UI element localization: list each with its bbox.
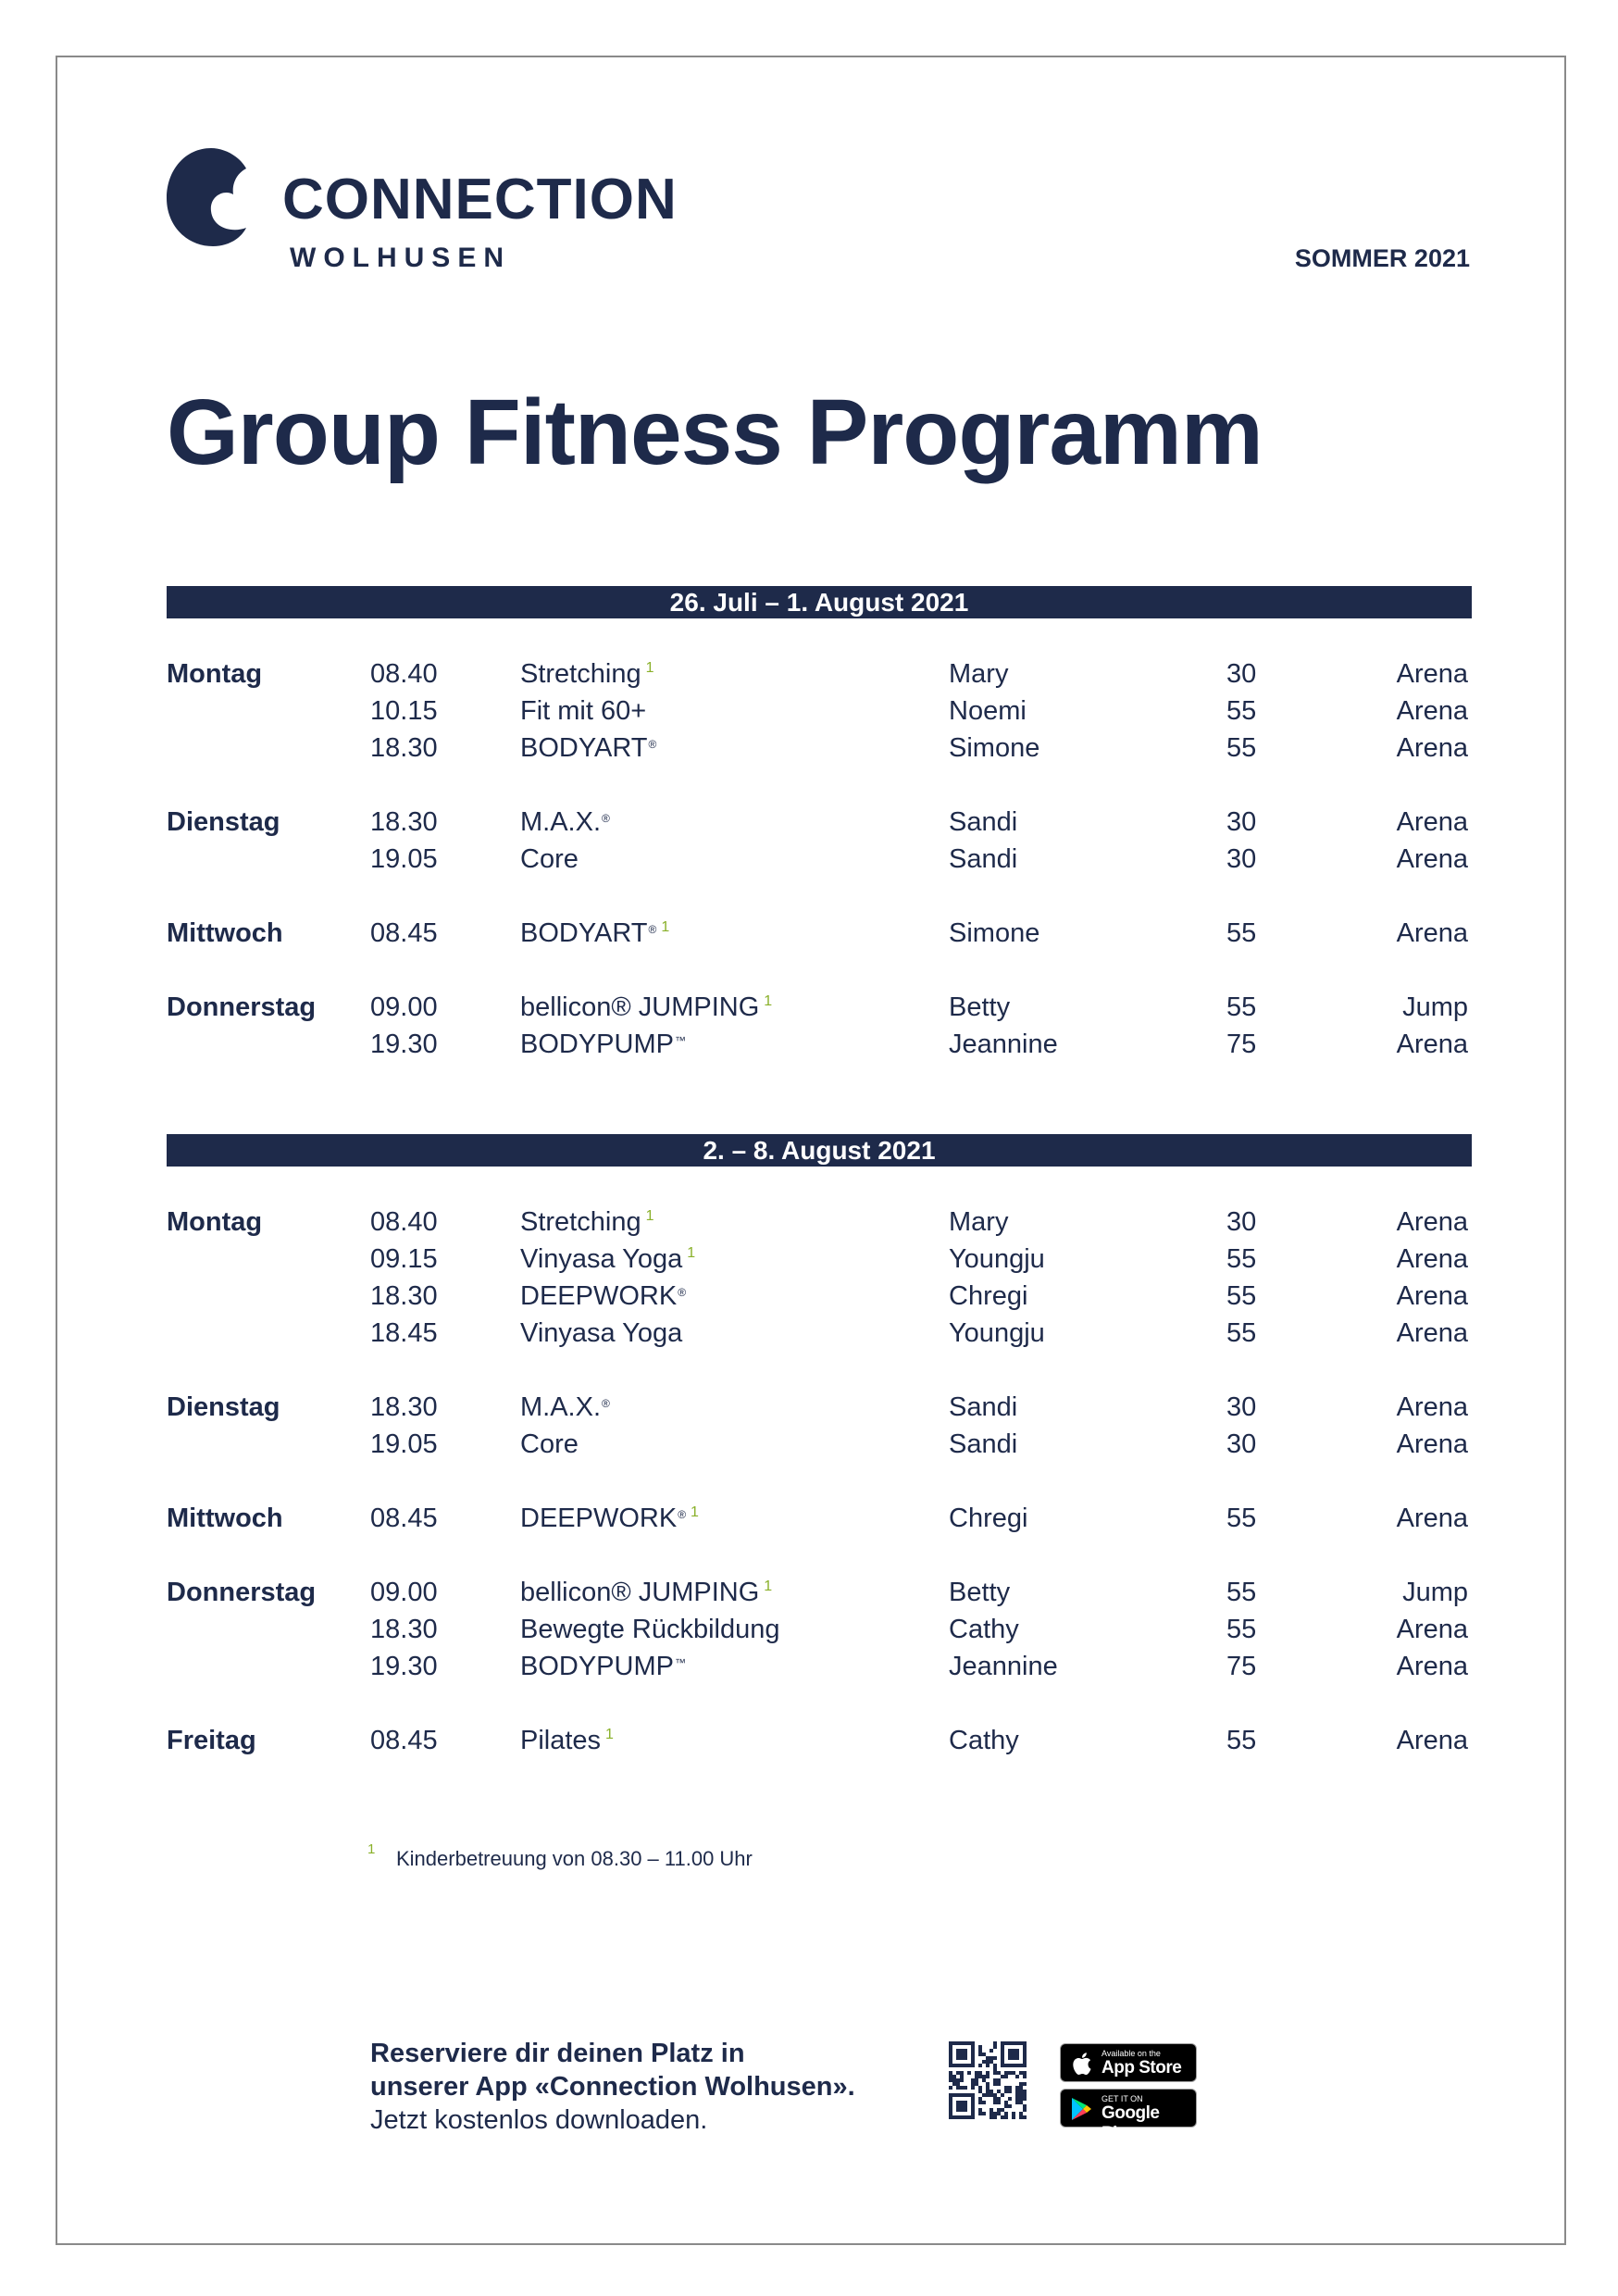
schedule-row	[167, 1204, 1472, 1241]
trademark-mark: ®	[678, 1286, 687, 1299]
footnote-ref: 1	[687, 1245, 696, 1261]
class-name: DEEPWORK	[520, 1281, 678, 1311]
class-name-cell	[520, 804, 610, 841]
trainer-name: Chregi	[949, 1504, 1028, 1533]
class-name-cell	[520, 1574, 772, 1611]
class-name-cell	[520, 989, 772, 1026]
class-name-cell	[520, 1500, 699, 1537]
class-time: 18.45	[370, 1318, 438, 1348]
room-name: Arena	[1396, 1726, 1468, 1755]
schedule-row	[167, 915, 1472, 952]
trainer-name: Sandi	[949, 807, 1018, 837]
trainer-name: Cathy	[949, 1615, 1019, 1644]
schedule-row	[167, 804, 1472, 841]
promo-line-2: unserer App «Connection Wolhusen».	[370, 2072, 855, 2102]
schedule-row	[167, 1241, 1472, 1278]
app-store-small-text: Available on the	[1101, 2049, 1161, 2058]
room-name: Arena	[1396, 918, 1468, 948]
class-name: Fit mit 60+	[520, 696, 647, 726]
class-time: 19.05	[370, 1429, 438, 1459]
trainer-name: Sandi	[949, 844, 1018, 874]
class-name: Vinyasa Yoga	[520, 1244, 683, 1274]
schedule-row	[167, 1500, 1472, 1537]
schedule-row	[167, 1278, 1472, 1315]
google-play-icon	[1070, 2096, 1092, 2122]
duration-minutes: 55	[1226, 696, 1257, 726]
trademark-mark: ®	[602, 812, 610, 825]
class-name-cell	[520, 1315, 682, 1352]
trainer-name: Noemi	[949, 696, 1027, 726]
room-name: Arena	[1396, 844, 1468, 874]
class-time: 19.05	[370, 844, 438, 874]
class-name: bellicon® JUMPING	[520, 992, 760, 1022]
duration-minutes: 55	[1226, 1726, 1257, 1755]
schedule-row	[167, 693, 1472, 730]
duration-minutes: 30	[1226, 1392, 1257, 1422]
room-name: Jump	[1402, 992, 1468, 1022]
connection-logo-icon	[167, 148, 250, 250]
duration-minutes: 30	[1226, 1207, 1257, 1237]
promo-line-1: Reserviere dir deinen Platz in	[370, 2039, 745, 2068]
room-name: Arena	[1396, 1029, 1468, 1059]
class-name: Stretching	[520, 659, 641, 689]
class-time: 18.30	[370, 1615, 438, 1644]
class-name: BODYPUMP	[520, 1029, 674, 1059]
class-name-cell	[520, 693, 646, 730]
promo-line-3: Jetzt kostenlos downloaden.	[370, 2105, 708, 2135]
trainer-name: Jeannine	[949, 1029, 1058, 1059]
schedule-row	[167, 1574, 1472, 1611]
class-name: Core	[520, 1429, 579, 1459]
class-name-cell	[520, 1648, 686, 1685]
google-play-label: Google Play	[1101, 2103, 1160, 2143]
day-label: Montag	[167, 1207, 263, 1237]
footnote-mark: 1	[367, 1841, 376, 1857]
duration-minutes: 55	[1226, 992, 1257, 1022]
schedule-row	[167, 1315, 1472, 1352]
room-name: Arena	[1396, 1244, 1468, 1274]
footnote-ref: 1	[645, 1208, 654, 1224]
day-label: Donnerstag	[167, 1578, 317, 1607]
trainer-name: Betty	[949, 1578, 1011, 1607]
schedule-row	[167, 655, 1472, 693]
room-name: Arena	[1396, 1615, 1468, 1644]
week-header: 26. Juli – 1. August 2021	[167, 586, 1472, 618]
class-name: Stretching	[520, 1207, 641, 1237]
class-time: 18.30	[370, 807, 438, 837]
class-time: 18.30	[370, 733, 438, 763]
google-play-badge[interactable]	[1060, 2089, 1197, 2143]
schedule-row	[167, 1389, 1472, 1426]
brand-name: CONNECTION	[282, 168, 678, 231]
trainer-name: Chregi	[949, 1281, 1028, 1311]
day-label: Donnerstag	[167, 992, 317, 1022]
room-name: Arena	[1396, 1281, 1468, 1311]
duration-minutes: 55	[1226, 1504, 1257, 1533]
duration-minutes: 55	[1226, 1615, 1257, 1644]
duration-minutes: 55	[1226, 1244, 1257, 1274]
schedule-row	[167, 1648, 1472, 1685]
duration-minutes: 55	[1226, 1318, 1257, 1348]
google-play-small-text: GET IT ON	[1101, 2094, 1143, 2103]
schedule-row	[167, 989, 1472, 1026]
footnote-ref: 1	[764, 993, 773, 1009]
class-name-cell	[520, 1426, 579, 1463]
room-name: Arena	[1396, 1429, 1468, 1459]
class-time: 08.40	[370, 1207, 438, 1237]
qr-code-icon	[949, 2041, 1027, 2119]
room-name: Arena	[1396, 1504, 1468, 1533]
footnote-ref: 1	[691, 1504, 699, 1520]
room-name: Arena	[1396, 1318, 1468, 1348]
trainer-name: Sandi	[949, 1392, 1018, 1422]
duration-minutes: 30	[1226, 807, 1257, 837]
app-store-badge[interactable]	[1060, 2043, 1197, 2082]
room-name: Arena	[1396, 1652, 1468, 1681]
class-name: M.A.X.	[520, 1392, 602, 1422]
class-name: Pilates	[520, 1726, 602, 1755]
trademark-mark: ®	[602, 1397, 610, 1410]
class-name: DEEPWORK	[520, 1504, 678, 1533]
class-name-cell	[520, 1278, 686, 1315]
class-name: Bewegte Rückbildung	[520, 1615, 780, 1644]
class-name: M.A.X.	[520, 807, 602, 837]
class-time: 08.40	[370, 659, 438, 689]
trainer-name: Simone	[949, 918, 1040, 948]
class-name-cell	[520, 655, 653, 693]
app-promo	[370, 2037, 855, 2137]
season-label: SOMMER 2021	[1294, 244, 1470, 272]
schedule-row	[167, 1611, 1472, 1648]
class-time: 10.15	[370, 696, 438, 726]
trainer-name: Youngju	[949, 1318, 1045, 1348]
class-name: BODYART	[520, 918, 648, 948]
class-time: 09.00	[370, 1578, 438, 1607]
class-name-cell	[520, 841, 579, 878]
trainer-name: Simone	[949, 733, 1040, 763]
trainer-name: Mary	[949, 1207, 1009, 1237]
class-name-cell	[520, 1611, 780, 1648]
room-name: Arena	[1396, 659, 1468, 689]
class-time: 19.30	[370, 1029, 438, 1059]
class-name: Vinyasa Yoga	[520, 1318, 683, 1348]
brand-location: WOLHUSEN	[290, 243, 511, 273]
footnote-ref: 1	[764, 1578, 773, 1594]
day-label: Mittwoch	[167, 918, 283, 948]
trainer-name: Sandi	[949, 1429, 1018, 1459]
day-label: Dienstag	[167, 1392, 280, 1422]
trainer-name: Mary	[949, 659, 1009, 689]
day-label: Mittwoch	[167, 1504, 283, 1533]
trainer-name: Betty	[949, 992, 1011, 1022]
footnote-ref: 1	[661, 919, 670, 935]
class-time: 09.00	[370, 992, 438, 1022]
class-time: 08.45	[370, 918, 438, 948]
schedule-row	[167, 1426, 1472, 1463]
duration-minutes: 30	[1226, 659, 1257, 689]
trainer-name: Cathy	[949, 1726, 1019, 1755]
class-name-cell	[520, 1026, 686, 1063]
duration-minutes: 55	[1226, 1578, 1257, 1607]
class-name: BODYPUMP	[520, 1652, 674, 1681]
room-name: Arena	[1396, 1207, 1468, 1237]
room-name: Arena	[1396, 733, 1468, 763]
class-name-cell	[520, 1204, 653, 1241]
schedule-row	[167, 1026, 1472, 1063]
trainer-name: Youngju	[949, 1244, 1045, 1274]
class-time: 09.15	[370, 1244, 438, 1274]
room-name: Jump	[1402, 1578, 1468, 1607]
footnote-ref: 1	[645, 660, 654, 676]
schedule-row	[167, 841, 1472, 878]
day-label: Dienstag	[167, 807, 280, 837]
duration-minutes: 75	[1226, 1029, 1257, 1059]
room-name: Arena	[1396, 696, 1468, 726]
schedule-row	[167, 730, 1472, 767]
class-name-cell	[520, 730, 656, 767]
duration-minutes: 55	[1226, 733, 1257, 763]
footnote-text: Kinderbetreuung von 08.30 – 11.00 Uhr	[396, 1847, 753, 1870]
duration-minutes: 75	[1226, 1652, 1257, 1681]
trademark-mark: ®	[648, 923, 657, 936]
day-label: Freitag	[167, 1726, 256, 1755]
duration-minutes: 55	[1226, 1281, 1257, 1311]
footnote	[367, 1841, 753, 1871]
class-name: BODYART	[520, 733, 648, 763]
class-time: 08.45	[370, 1726, 438, 1755]
apple-icon	[1070, 2051, 1092, 2077]
class-time: 18.30	[370, 1392, 438, 1422]
day-label: Montag	[167, 659, 263, 689]
class-name: bellicon® JUMPING	[520, 1578, 760, 1607]
duration-minutes: 30	[1226, 844, 1257, 874]
room-name: Arena	[1396, 807, 1468, 837]
class-time: 19.30	[370, 1652, 438, 1681]
class-name-cell	[520, 1241, 695, 1278]
class-name-cell	[520, 1722, 614, 1759]
room-name: Arena	[1396, 1392, 1468, 1422]
trademark-mark: ®	[678, 1508, 687, 1521]
schedule-row	[167, 1722, 1472, 1759]
trademark-mark: ™	[674, 1034, 686, 1047]
class-time: 08.45	[370, 1504, 438, 1533]
duration-minutes: 55	[1226, 918, 1257, 948]
class-name: Core	[520, 844, 579, 874]
page-title: Group Fitness Programm	[167, 381, 1263, 484]
trainer-name: Jeannine	[949, 1652, 1058, 1681]
class-name-cell	[520, 915, 669, 952]
duration-minutes: 30	[1226, 1429, 1257, 1459]
class-time: 18.30	[370, 1281, 438, 1311]
trademark-mark: ®	[648, 738, 657, 751]
app-store-label: App Store	[1101, 2058, 1182, 2078]
trademark-mark: ™	[674, 1656, 686, 1669]
week-header: 2. – 8. August 2021	[167, 1134, 1472, 1167]
footnote-ref: 1	[605, 1727, 614, 1742]
class-name-cell	[520, 1389, 610, 1426]
